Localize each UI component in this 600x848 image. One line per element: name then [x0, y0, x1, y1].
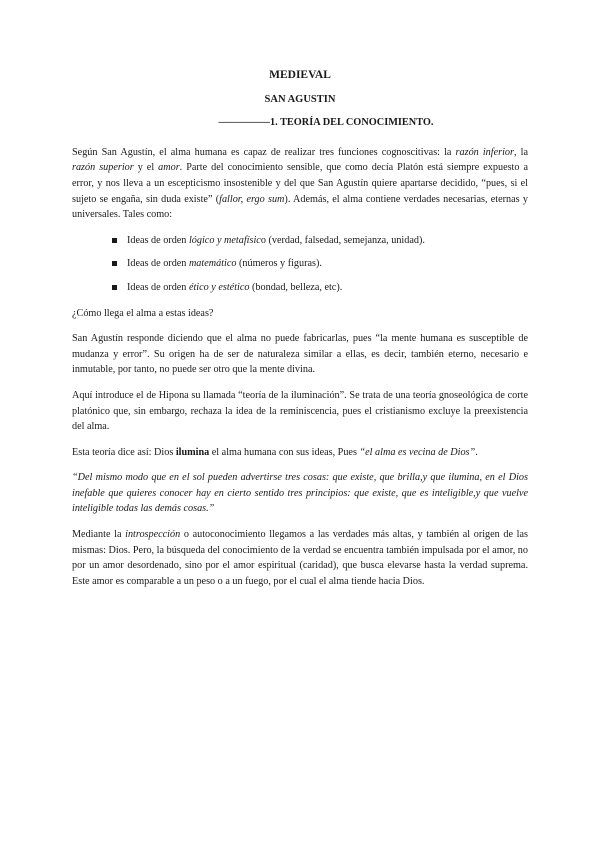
paragraph-origin: San Agustín responde diciendo que el alma no puede fabricarlas, pues “la mente humana es susceptible de mudanza y error”. Su origen ha de ser de naturaleza similar a ellas, es decir, también eterno, necesario e inmutable, por tanto, no puede ser otro que la mente divina.	[72, 333, 528, 376]
emphasis: introspección	[125, 529, 181, 541]
document-title: MEDIEVAL	[269, 69, 331, 81]
emphasis: matemático	[188, 258, 237, 270]
quote-paragraph: “Del mismo modo que en el sol pueden advertirse tres cosas: que existe, que brilla,y que ilumina, en el Dios inefable que quieres conocer hay en cierto sentido tres principios: que existe, que es inteligible,y que vuelve inteligible todas las demás cosas.”	[72, 472, 528, 515]
text-run: (números y figuras).	[236, 258, 322, 270]
strong-text: ilumina	[175, 446, 210, 458]
emphasis: “el alma es vecina de Dios”	[359, 446, 476, 458]
text-run: .	[475, 446, 478, 458]
text-run: y el	[133, 162, 159, 174]
list-item	[112, 280, 528, 296]
text-run: o autoconocimiento llegamos a las verdades más altas, y también al origen de las mismas: Dios. Pero, la búsqueda del conocimiento de la verdad se encuentra también impulsada por el amor, no por un amor desordenado, sino por el amor espiritual (caridad), que busca elevarse hasta la verdad suprema. Este amor es comparable a un peso o a un fuego, por el cual el alma tiende hacia Dios.	[72, 529, 528, 587]
text-run: ). Además, el alma contiene verdades necesarias, eternas y universales. Tales como:	[72, 193, 528, 221]
bullet-square-icon	[112, 238, 117, 243]
emphasis: amor	[158, 162, 180, 174]
text-run: Esta teoría dice así: Dios	[72, 446, 176, 458]
text-run: , la	[514, 146, 528, 158]
text-run: el alma humana con sus ideas, Pues	[209, 446, 360, 458]
text-run: Ideas de orden	[127, 258, 189, 270]
list-item	[112, 233, 528, 249]
paragraph-illumination: Aquí introduce el de Hipona su llamada “teoría de la iluminación”. Se trata de una teoría gnoseológica de corte platónico que, sin embargo, rechaza la idea de la reminiscencia, pues el cristianismo excluye la preexistencia del alma.	[72, 389, 528, 433]
section-heading: —————1. TEORÍA DEL CONOCIMIENTO.	[218, 117, 434, 129]
emphasis: razón inferior	[455, 146, 514, 158]
bullet-square-icon	[112, 285, 117, 290]
text-run: Ideas de orden	[127, 281, 189, 293]
bullet-square-icon	[112, 261, 117, 266]
paragraph-theory	[72, 445, 528, 461]
emphasis: lógico y metafísic	[188, 234, 261, 246]
emphasis: fallor, ergo sum	[219, 193, 285, 205]
list-item	[112, 256, 528, 272]
text-run: o (verdad, falsedad, semejanza, unidad).	[260, 234, 425, 246]
emphasis: razón superior	[72, 162, 134, 174]
text-run: . Parte del conocimiento sensible, que como decía Platón está siempre expuesto a error, y nos lleva a un escepticismo insostenible y del que San Agustín quiere apartarse decidido, “pues, si el sujeto se engaña, sin duda existe” (	[72, 162, 528, 205]
text-run: (bondad, belleza, etc).	[249, 281, 343, 293]
document-page	[72, 68, 528, 599]
paragraph-cognitive-functions	[72, 145, 528, 223]
document-subtitle: SAN AGUSTIN	[264, 93, 336, 105]
text-run: Según San Agustín, el alma humana es capaz de realizar tres funciones cognoscitivas: la	[72, 146, 456, 158]
emphasis: ético y estético	[188, 281, 250, 293]
paragraph-introspection	[72, 527, 528, 589]
text-run: Ideas de orden	[127, 234, 189, 246]
ideas-list	[72, 233, 528, 296]
question-line: ¿Cómo llega el alma a estas ideas?	[72, 307, 214, 319]
text-run: Mediante la	[72, 529, 126, 541]
